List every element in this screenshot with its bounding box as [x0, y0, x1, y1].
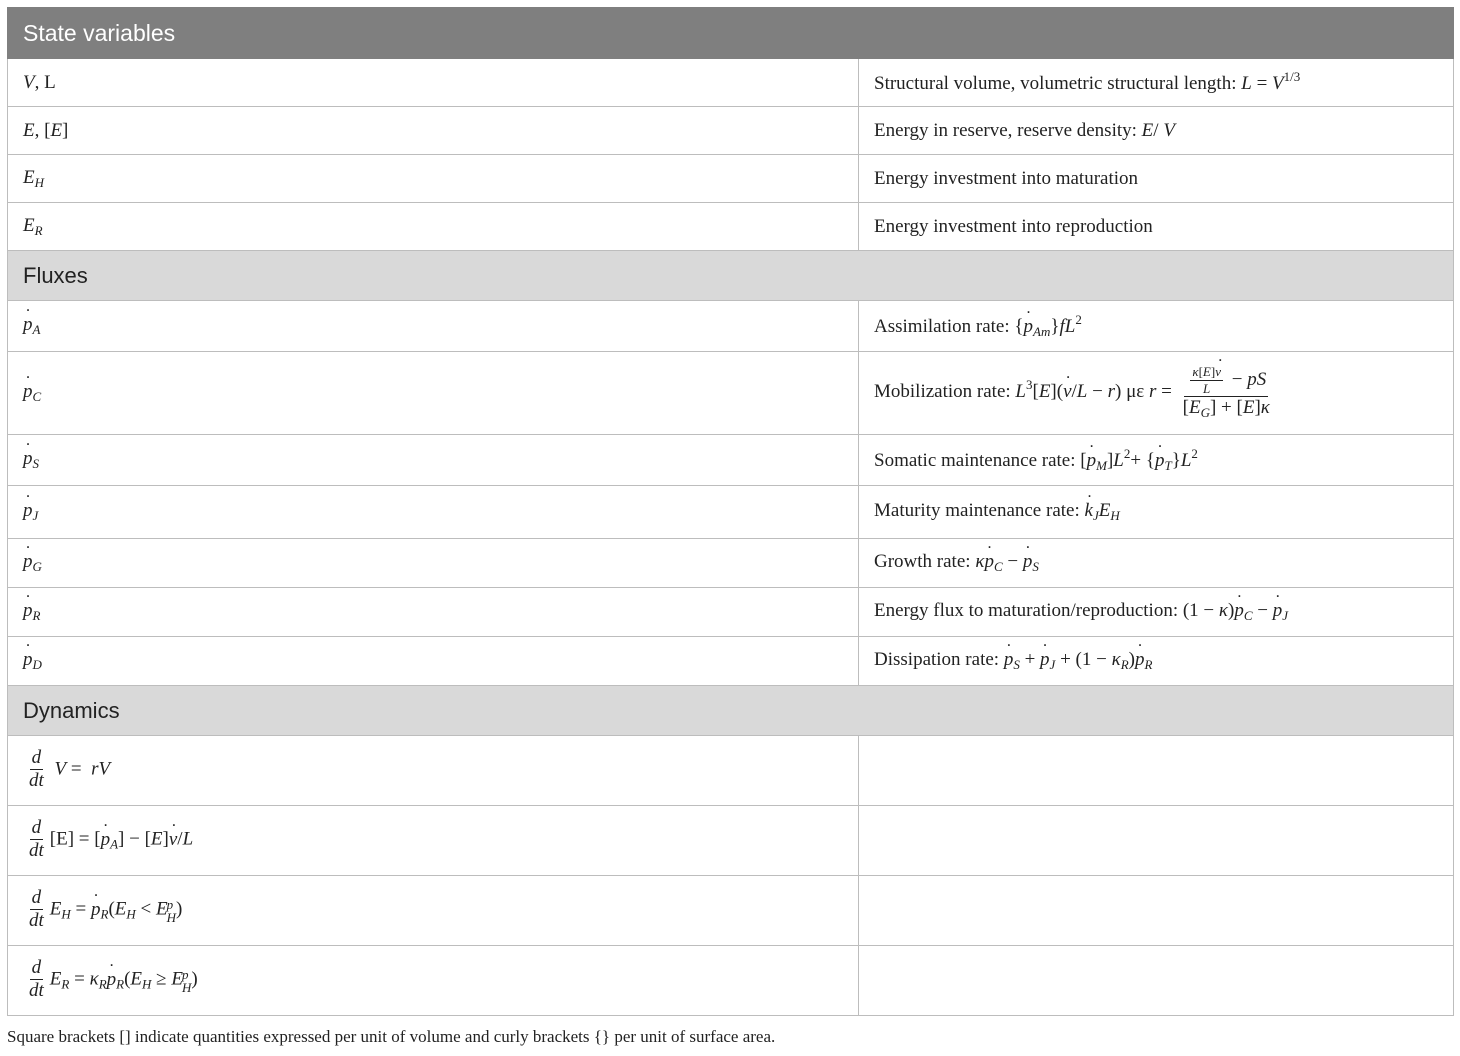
- pd-desc: Dissipation rate: ˙ $p_S$ + ˙ $p_J + (1$ − $\kappa_R)˙$ $p_R$: [859, 637, 1454, 686]
- table-header-row: [8, 8, 1454, 59]
- dyn-er-desc: [859, 946, 1454, 1016]
- table-row: [8, 59, 1454, 107]
- dyn-eh: $\frac{d}{dt}$ $E_H$ = ˙ $p_R(E_H < E$ p H ): [8, 876, 859, 946]
- table-row: [8, 588, 1454, 637]
- dyn-e-desc: [859, 806, 1454, 876]
- table-row: [8, 539, 1454, 588]
- table-row: [8, 946, 1454, 1016]
- ps-label: ˙ $p_S$: [8, 435, 859, 486]
- pa-label: ˙ $p_A$: [8, 301, 859, 352]
- table-row: [8, 736, 1454, 806]
- table-footnote: Square brackets [] indicate quantities expressed per unit of volume and curly brackets {} per unit of surface area.: [7, 1027, 776, 1046]
- pc-label: ˙ $p_C$: [8, 352, 859, 435]
- dyn-er: $\frac{d}{dt}$ $E_R$ = $\kappa_R˙$ $p_R(E_H \ge E$ p H ): [8, 946, 859, 1016]
- table-row: [8, 352, 1454, 435]
- pj-label: ˙ $p_J$: [8, 486, 859, 539]
- header-title: State variables: [8, 8, 859, 59]
- pa-desc: Assimilation rate: {˙ $p_{Am}\}fL^2$: [859, 301, 1454, 352]
- state-variables-table: [7, 7, 1454, 1016]
- pd-label: ˙ $p_D$: [8, 637, 859, 686]
- v-label: V, L: [8, 59, 859, 107]
- pg-desc: Growth rate: κ˙ $p_C$ − ˙ $p_S$: [859, 539, 1454, 588]
- section-title-fluxes: Fluxes: [8, 251, 1454, 301]
- dyn-eh-desc: [859, 876, 1454, 946]
- dyn-e: $\frac{d}{dt}$ [E] = [˙ $p_A$] − [E]˙ v/L: [8, 806, 859, 876]
- table-row: [8, 435, 1454, 486]
- table-row: [8, 876, 1454, 946]
- table-row: [8, 155, 1454, 203]
- table-row: [8, 637, 1454, 686]
- eh-desc: Energy investment into maturation: [859, 155, 1454, 203]
- table-row: [8, 203, 1454, 251]
- er-label: $E_R$: [8, 203, 859, 251]
- header-col2: [859, 8, 1454, 59]
- pj-desc: Maturity maintenance rate: ˙ $k_JE_H$: [859, 486, 1454, 539]
- ps-desc: Somatic maintenance rate: [˙ $p_M]L^2+$ {˙ $p_T\}L^2$: [859, 435, 1454, 486]
- section-title-dynamics: Dynamics: [8, 686, 1454, 736]
- table-row: [8, 107, 1454, 155]
- e-label: E, [E]: [8, 107, 859, 155]
- dyn-v-desc: [859, 736, 1454, 806]
- pg-label: ˙ $p_G$: [8, 539, 859, 588]
- section-row-dynamics: [8, 686, 1454, 736]
- pc-desc: Mobilization rate: $L^3[E](˙$ v/L − r) με r = $\frac{\kappa[E]˙ v}{L}$ − pS $[E_G] + [E]\kappa$: [859, 352, 1454, 435]
- pr-label: ˙ $p_R$: [8, 588, 859, 637]
- e-desc: Energy in reserve, reserve density: E/ V: [859, 107, 1454, 155]
- table-row: [8, 486, 1454, 539]
- section-row-fluxes: [8, 251, 1454, 301]
- table-row: [8, 806, 1454, 876]
- dyn-v: $\frac{d}{dt}$ V = rV: [8, 736, 859, 806]
- eh-label: $E_H$: [8, 155, 859, 203]
- table-row: [8, 301, 1454, 352]
- pr-desc: Energy flux to maturation/reproduction: (1 − κ)˙ $p_C$ − ˙ $p_J$: [859, 588, 1454, 637]
- er-desc: Energy investment into reproduction: [859, 203, 1454, 251]
- v-desc: Structural volume, volumetric structural length: $L = V^{1/3}$: [859, 59, 1454, 107]
